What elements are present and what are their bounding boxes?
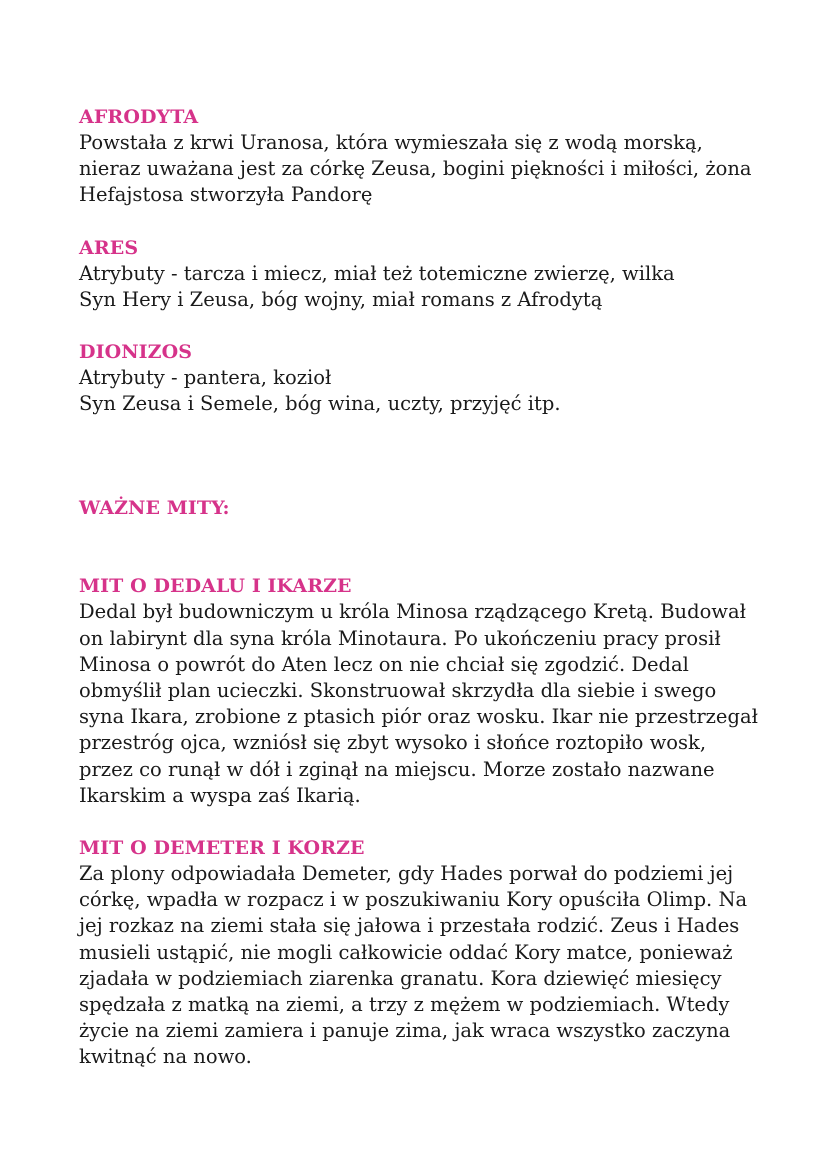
heading-dedal-ikar: MIT O DEDALU I IKARZE: [79, 575, 352, 598]
document-page: [79, 104, 779, 1071]
section-important-myths: [79, 495, 779, 521]
section-ares: [79, 235, 779, 313]
heading-afrodyta: AFRODYTA: [79, 106, 199, 128]
paragraph-afrodyta: Powstała z krwi Uranosa, która wymieszała się z wodą morską, nieraz uważana jest za córkę Zeusa, bogini piękności i miłości, żona Hefajstosa stworzyła Pandorę: [79, 131, 752, 207]
heading-dionizos: DIONIZOS: [79, 341, 193, 364]
paragraph-demeter-kora: Za plony odpowiadała Demeter, gdy Hades porwał do podziemi jej córkę, wpadła w rozpacz i w poszukiwaniu Kory opuściła Olimp. Na jej rozkaz na ziemi stała się jałowa i przestała rodzić. Zeus i Hades musieli ustąpić, nie mogli całkowicie oddać Kory matce, ponieważ zjadała w podziemiach ziarenka granatu. Kora dziewięć miesięcy spędzała z matką na ziemi, a trzy z mężem w podziemiach. Wtedy życie na ziemi zamiera i panuje zima, jak wraca wszystko zaczyna kwitnąć na nowo.: [79, 862, 748, 1069]
paragraph-dionizos: Atrybuty - pantera, kozioł Syn Zeusa i Semele, bóg wina, uczty, przyjęć itp.: [79, 366, 561, 416]
heading-ares: ARES: [79, 236, 139, 259]
section-demeter-kora: [79, 835, 779, 1071]
section-afrodyta: [79, 104, 779, 209]
paragraph-dedal-ikar: Dedal był budowniczym u króla Minosa rządzącego Kretą. Budował on labirynt dla syna króla Minotaura. Po ukończeniu pracy prosił Minosa o powrót do Aten lecz on nie chciał się zgodzić. Dedal obmyślił plan ucieczki. Skonstruował skrzydła dla siebie i swego syna Ikara, zrobione z ptasich piór oraz wosku. Ikar nie przestrzegał przestróg ojca, wzniósł się zbyt wysoko i słońce roztopiło wosk, przez co runął w dół i zginął na miejscu. Morze zostało nazwane Ikarskim a wyspa zaś Ikarią.: [79, 600, 758, 807]
section-dedal-ikar: [79, 573, 779, 809]
heading-important-myths: WAŻNE MITY:: [79, 497, 230, 520]
section-dionizos: [79, 339, 779, 417]
paragraph-ares: Atrybuty - tarcza i miecz, miał też totemiczne zwierzę, wilka Syn Hery i Zeusa, bóg wojny, miał romans z Afrodytą: [79, 261, 675, 311]
heading-demeter-kora: MIT O DEMETER I KORZE: [79, 837, 365, 860]
